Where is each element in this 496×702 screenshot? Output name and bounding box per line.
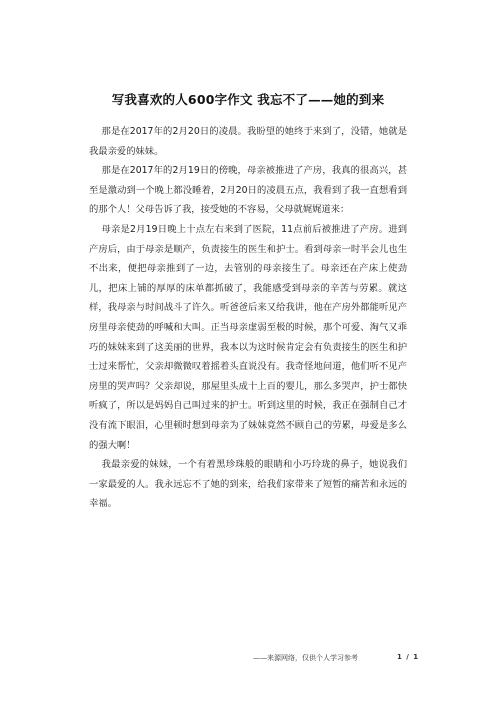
footer-source-note: ——来源网络，仅供个人学习参考: [253, 654, 358, 662]
paragraph-2: 那是在2017年的2月19日的傍晚，母亲被推进了产房，我真的很高兴，甚至是激动到一个晚上都没睡着，2月20日的凌晨五点，我看到了我一直想看到的那个人！父母告诉了我，接受她的不容易，父母就娓娓道来：: [89, 165, 407, 216]
document-body: [89, 122, 407, 514]
page-footer: [0, 653, 496, 667]
paragraph-1: 那是在2017年的2月20日的凌晨。我盼望的她终于来到了，没错，她就是我最亲爱的妹妹。: [89, 126, 407, 157]
paragraph-4: 我最亲爱的妹妹，一个有着黑珍珠般的眼睛和小巧玲珑的鼻子，她说我们一家最爱的人。我永远忘不了她的到来，给我们家带来了短暂的痛苦和永远的幸福。: [89, 459, 407, 510]
page-number: 1 / 1: [397, 653, 420, 661]
document-title: 写我喜欢的人600字作文 我忘不了——她的到来: [111, 92, 385, 107]
paragraph-3: 母亲是2月19日晚上十点左右来到了医院，11点前后被推进了产房。进到产房后，由于母亲是顺产，负责接生的医生和护士。看到母亲一时半会儿也生不出来，便把母亲推到了一边，去管别的母亲接生了。母亲还在产床上使劲儿，把床上铺的厚厚的床单都抓破了，我能感受到母亲的辛苦与劳累。就这样，我母亲与时间战斗了许久。听爸爸后来又给我讲，他在产房外都能听见产房里母亲使劲的呼喊和大叫。正当母亲虚弱至极的时候，那个可爱、淘气又乖巧的妹妹来到了这美丽的世界，我本以为这时候肯定会有负责接生的医生和护士过来帮忙，父亲却微微叹着摇着头直说没有。我奇怪地问道，他们听不见产房里的哭声吗？父亲却说，那屋里头成十上百的婴儿，那么多哭声，护士都快听疯了，所以是妈妈自己叫过来的护士。听到这里的时候，我正在强制自己才没有流下眼泪，心里顿时想到母亲为了妹妹竟然不顾自己的劳累，母爱是多么的强大啊！: [89, 223, 407, 451]
